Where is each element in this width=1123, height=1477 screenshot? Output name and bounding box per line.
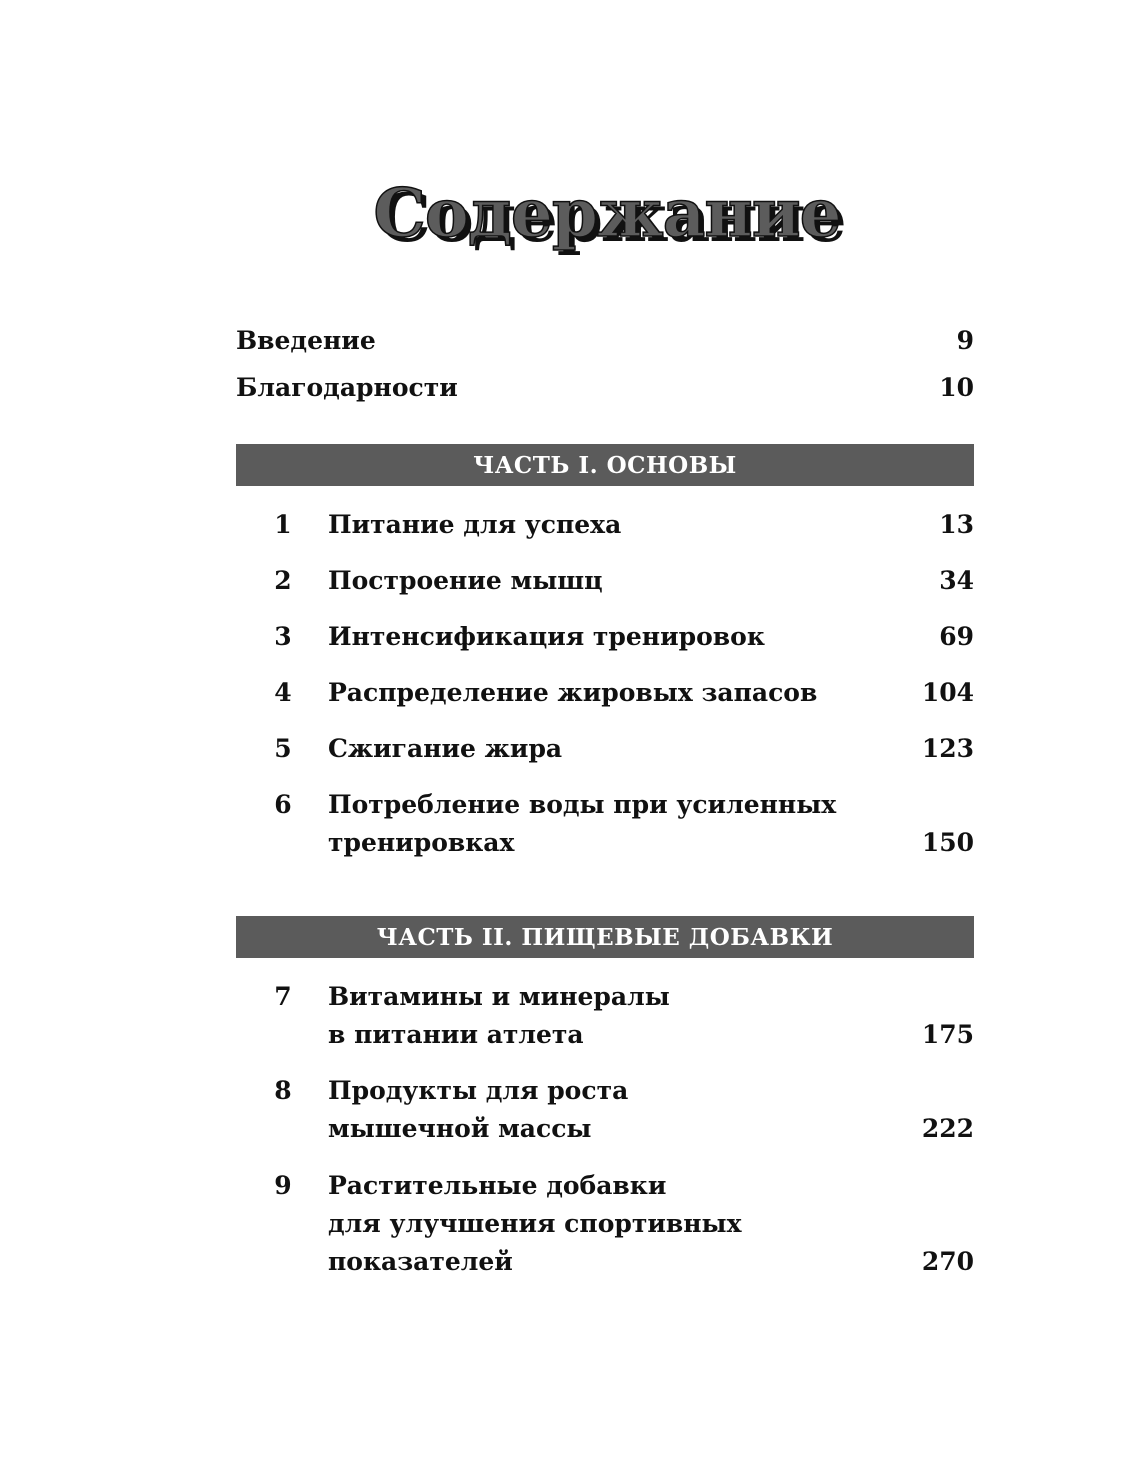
chapter-title <box>328 1072 888 1148</box>
chapter-number: 4 <box>274 678 292 707</box>
chapter-title-line: Питание для успеха <box>328 510 622 539</box>
chapter-title-line: мышечной массы <box>328 1114 592 1143</box>
chapter-page: 104 <box>921 678 974 707</box>
chapter-title-line: Сжигание жира <box>328 734 563 763</box>
toc-entry-acknowledgements[interactable] <box>236 372 974 404</box>
toc-entry-page: 10 <box>939 373 974 402</box>
chapter-title-line: Интенсификация тренировок <box>328 622 765 651</box>
chapter-title-line: показателей <box>328 1247 513 1276</box>
chapter-page: 175 <box>921 1020 974 1049</box>
chapter-title-line: Витамины и минералы <box>328 982 670 1011</box>
part-heading-1: ЧАСТЬ I. ОСНОВЫ <box>236 444 974 486</box>
chapter-page: 13 <box>939 510 974 539</box>
chapter-number: 5 <box>274 734 292 763</box>
chapter-title-line: Распределение жировых запасов <box>328 678 818 707</box>
chapter-title <box>328 786 888 862</box>
chapter-title <box>328 978 888 1054</box>
chapter-page: 222 <box>921 1114 974 1143</box>
chapter-number: 3 <box>274 622 292 651</box>
chapter-title <box>328 562 888 600</box>
chapter-number: 6 <box>274 790 292 819</box>
chapter-title-line: Построение мышц <box>328 566 603 595</box>
chapter-page: 34 <box>939 566 974 595</box>
part-heading-2: ЧАСТЬ II. ПИЩЕВЫЕ ДОБАВКИ <box>236 916 974 958</box>
chapter-title-line: Потребление воды при усиленных <box>328 790 837 819</box>
page-title: Содержание <box>373 174 841 252</box>
chapter-title-line: в питании атлета <box>328 1020 584 1049</box>
chapter-number: 7 <box>274 982 292 1011</box>
chapter-title-line: Продукты для роста <box>328 1076 629 1105</box>
chapter-title <box>328 674 888 712</box>
chapter-title-line: для улучшения спортивных <box>328 1209 742 1238</box>
chapter-title-line: Растительные добавки <box>328 1171 667 1200</box>
chapter-title <box>328 730 888 768</box>
chapter-page: 69 <box>939 622 974 651</box>
chapter-title <box>328 1167 888 1281</box>
chapter-title <box>328 506 888 544</box>
chapter-number: 2 <box>274 566 292 595</box>
toc-entry-page: 9 <box>956 326 974 355</box>
toc-entry-introduction[interactable] <box>236 325 974 357</box>
chapter-page: 270 <box>921 1247 974 1276</box>
chapter-number: 1 <box>274 510 292 539</box>
chapter-number: 8 <box>274 1076 292 1105</box>
chapter-number: 9 <box>274 1171 292 1200</box>
toc-entry-label: Благодарности <box>236 373 458 402</box>
chapter-title <box>328 618 888 656</box>
toc-entry-label: Введение <box>236 326 376 355</box>
chapter-title-line: тренировках <box>328 828 515 857</box>
chapter-page: 123 <box>921 734 974 763</box>
chapter-page: 150 <box>921 828 974 857</box>
